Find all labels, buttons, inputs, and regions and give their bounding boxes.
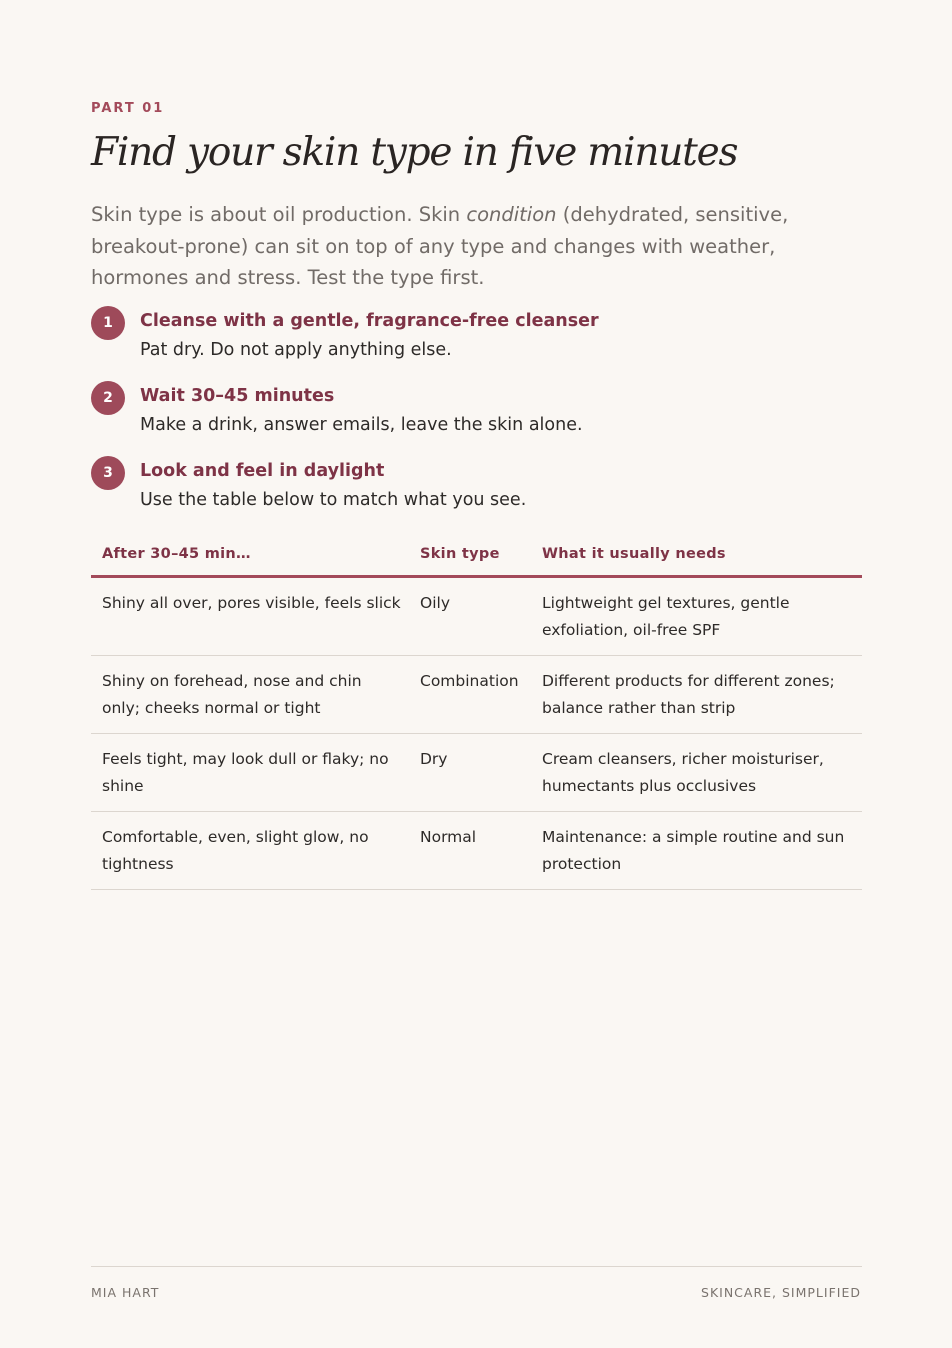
- footer-author: MIA HART: [91, 1285, 160, 1300]
- table-cell-observation: Shiny on forehead, nose and chin only; cheeks normal or tight: [91, 656, 409, 734]
- step-title: Wait 30–45 minutes: [140, 386, 335, 406]
- step-description: Make a drink, answer emails, leave the skin alone.: [140, 415, 583, 435]
- table-cell-needs: Cream cleansers, richer moisturiser, humectants plus occlusives: [531, 734, 862, 812]
- page-title: Find your skin type in five minutes: [91, 130, 738, 175]
- intro-paragraph: [91, 199, 791, 294]
- table-cell-needs: Lightweight gel textures, gentle exfoliation, oil-free SPF: [531, 577, 862, 656]
- table-cell-observation: Comfortable, even, slight glow, no tightness: [91, 812, 409, 890]
- skin-type-table: [91, 532, 862, 890]
- table-cell-needs: Different products for different zones; balance rather than strip: [531, 656, 862, 734]
- table-cell-needs: Maintenance: a simple routine and sun protection: [531, 812, 862, 890]
- intro-emphasis: condition: [466, 203, 557, 226]
- table-cell-observation: Feels tight, may look dull or flaky; no shine: [91, 734, 409, 812]
- intro-text-before: Skin type is about oil production. Skin: [91, 203, 467, 226]
- step-item: [91, 381, 851, 456]
- step-item: [91, 306, 851, 381]
- table-cell-skin-type: Normal: [409, 812, 531, 890]
- table-row: [91, 577, 862, 656]
- steps-list: [91, 306, 851, 531]
- table-cell-skin-type: Dry: [409, 734, 531, 812]
- table-row: [91, 812, 862, 890]
- part-label: PART 01: [91, 101, 165, 116]
- step-description: Use the table below to match what you see.: [140, 490, 527, 510]
- step-title: Cleanse with a gentle, fragrance-free cleanser: [140, 311, 599, 331]
- table-cell-observation: Shiny all over, pores visible, feels slick: [91, 577, 409, 656]
- footer-book-title: SKINCARE, SIMPLIFIED: [701, 1285, 861, 1300]
- column-header-skin-type: Skin type: [409, 532, 531, 577]
- table-cell-skin-type: Combination: [409, 656, 531, 734]
- column-header-observation: After 30–45 min…: [91, 532, 409, 577]
- step-description: Pat dry. Do not apply anything else.: [140, 340, 452, 360]
- footer-divider: [91, 1266, 862, 1267]
- table-row: [91, 656, 862, 734]
- intro-text-after: (dehydrated, sensitive, breakout-prone) can sit on top of any type and changes with weather, hormones and stress. Test the type first.: [91, 203, 789, 289]
- table-row: [91, 734, 862, 812]
- step-number-badge: 3: [91, 456, 125, 490]
- step-title: Look and feel in daylight: [140, 461, 385, 481]
- table-cell-skin-type: Oily: [409, 577, 531, 656]
- step-item: [91, 456, 851, 531]
- table-header-row: [91, 532, 862, 577]
- step-number-badge: 2: [91, 381, 125, 415]
- step-number-badge: 1: [91, 306, 125, 340]
- column-header-needs: What it usually needs: [531, 532, 862, 577]
